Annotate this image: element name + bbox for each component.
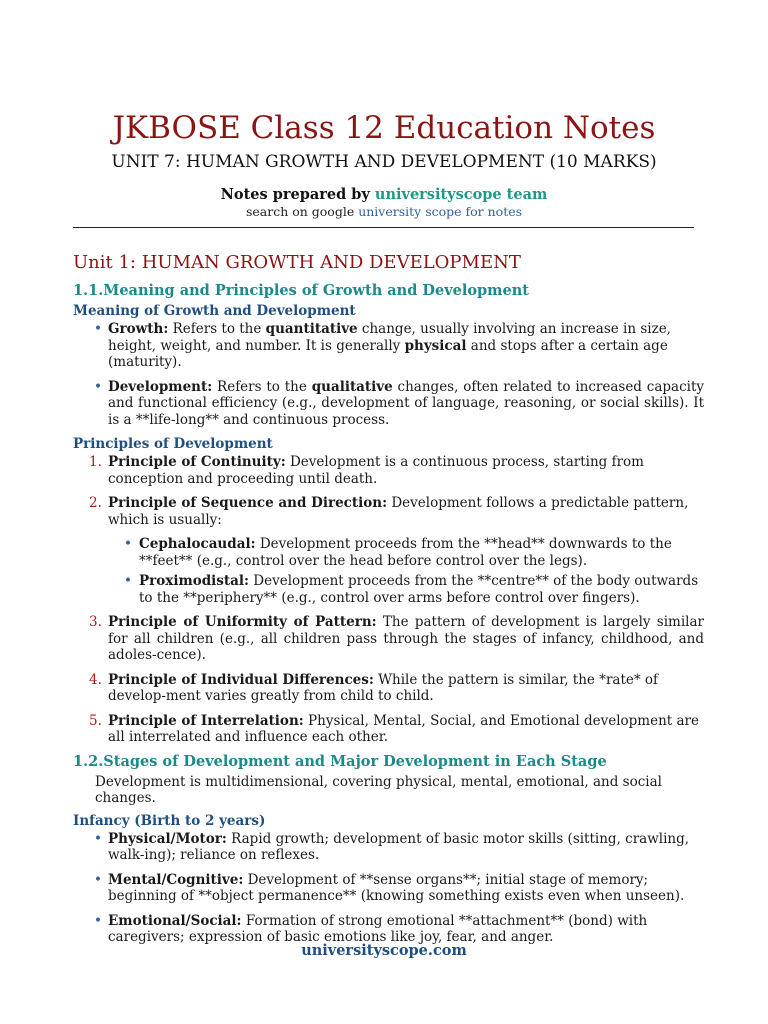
list-item-development xyxy=(73,379,704,429)
meaning-list xyxy=(73,321,704,428)
emphasis: quantitative xyxy=(265,321,358,337)
term-label: Development: xyxy=(108,378,213,395)
list-item xyxy=(73,495,704,606)
unit-title: Unit 1: HUMAN GROWTH AND DEVELOPMENT xyxy=(73,252,521,273)
list-item xyxy=(73,872,704,905)
prepared-by-line xyxy=(0,186,768,203)
list-item xyxy=(73,454,704,487)
main-content xyxy=(73,252,704,954)
text-run: Development proceeds from the **head** downwards to the **feet** (e.g., control over the head before control over the legs). xyxy=(139,536,672,569)
search-hint-link[interactable]: university scope for notes xyxy=(358,204,523,219)
list-item xyxy=(104,573,704,606)
term-label: Mental/Cognitive: xyxy=(108,871,244,888)
item-number: 5. xyxy=(89,712,102,729)
text-run: Formation of strong emotional **attachment** (bond) with caregivers; expression of basic emotions like joy, fear, and anger. xyxy=(108,912,648,945)
text-run: Refers to the xyxy=(212,378,312,395)
list-item xyxy=(73,913,704,946)
text-run: The pattern of development is largely similar for all children (e.g., all children pass through the stages of infancy, childhood, and adoles-cence). xyxy=(108,614,704,663)
text-run: Development is a continuous process, starting from conception and proceeding until death. xyxy=(108,454,644,487)
principles-subtitle: Principles of Development xyxy=(73,436,273,452)
text-run: Rapid growth; development of basic motor skills (sitting, crawling, walk-ing); reliance on reflexes. xyxy=(108,830,690,863)
list-item xyxy=(104,536,704,569)
unit-heading: UNIT 7: HUMAN GROWTH AND DEVELOPMENT (10 MARKS) xyxy=(111,152,657,172)
prepared-by-prefix: Notes prepared by xyxy=(220,186,375,203)
item-number: 2. xyxy=(89,495,102,511)
infancy-list xyxy=(73,831,704,946)
text-run: and stops after a certain age (maturity). xyxy=(108,337,668,370)
term-label: Growth: xyxy=(108,321,169,337)
list-item-growth xyxy=(73,321,704,371)
list-item xyxy=(73,672,704,705)
section-title-1-2: 1.2.Stages of Development and Major Development in Each Stage xyxy=(73,752,607,770)
emphasis: physical xyxy=(404,337,467,354)
emphasis: qualitative xyxy=(311,378,393,395)
prepared-by-team-link[interactable]: universityscope team xyxy=(374,186,548,203)
term-label: Cephalocaudal: xyxy=(139,536,256,552)
item-number: 1. xyxy=(89,454,102,470)
text-run: Development follows a predictable pattern, which is usually: xyxy=(108,495,689,528)
term-label: Emotional/Social: xyxy=(108,912,242,929)
list-item xyxy=(73,831,704,864)
term-label: Physical/Motor: xyxy=(108,830,227,847)
meaning-subtitle: Meaning of Growth and Development xyxy=(73,303,356,319)
page-title: JKBOSE Class 12 Education Notes xyxy=(112,110,656,146)
footer-site-link[interactable]: universityscope.com xyxy=(301,942,467,959)
item-number: 3. xyxy=(89,614,102,630)
section-title-1-1: 1.1.Meaning and Principles of Growth and Development xyxy=(73,282,529,299)
item-number: 4. xyxy=(89,671,102,688)
text-run: Development proceeds from the **centre** of the body outwards to the **periphery** (e.g., control over arms before control over fingers). xyxy=(139,573,699,606)
text-run: Physical, Mental, Social, and Emotional development are all interrelated and influence each other. xyxy=(108,712,699,745)
term-label: Principle of Sequence and Direction: xyxy=(108,495,388,511)
term-label: Proximodistal: xyxy=(139,573,249,589)
text-run: Refers to the xyxy=(168,321,266,337)
text-run: change, usually involving an increase in size, height, weight, and number. It is generally xyxy=(108,321,671,354)
text-run: changes, often related to increased capacity and functional efficiency (e.g., development of language, reasoning, or social skills). It is a **life-long** and continuous process. xyxy=(108,378,704,428)
term-label: Principle of Continuity: xyxy=(108,454,286,470)
term-label: Principle of Interrelation: xyxy=(108,712,304,729)
list-item xyxy=(73,614,704,664)
list-item xyxy=(73,713,704,746)
infancy-subtitle: Infancy (Birth to 2 years) xyxy=(73,812,266,829)
section-intro: Development is multidimensional, covering physical, mental, emotional, and social changes. xyxy=(95,773,662,806)
principles-list xyxy=(73,454,704,746)
text-run: Development of **sense organs**; initial stage of memory; beginning of **object permanence** (knowing something exists even when unseen). xyxy=(108,871,685,904)
search-hint-prefix: search on google xyxy=(245,204,359,219)
term-label: Principle of Individual Differences: xyxy=(108,671,374,688)
term-label: Principle of Uniformity of Pattern: xyxy=(108,614,377,630)
direction-sublist xyxy=(104,536,704,606)
text-run: While the pattern is similar, the *rate* of develop-ment varies greatly from child to child. xyxy=(108,671,659,704)
header-divider xyxy=(73,227,694,228)
search-hint-line xyxy=(0,204,768,219)
